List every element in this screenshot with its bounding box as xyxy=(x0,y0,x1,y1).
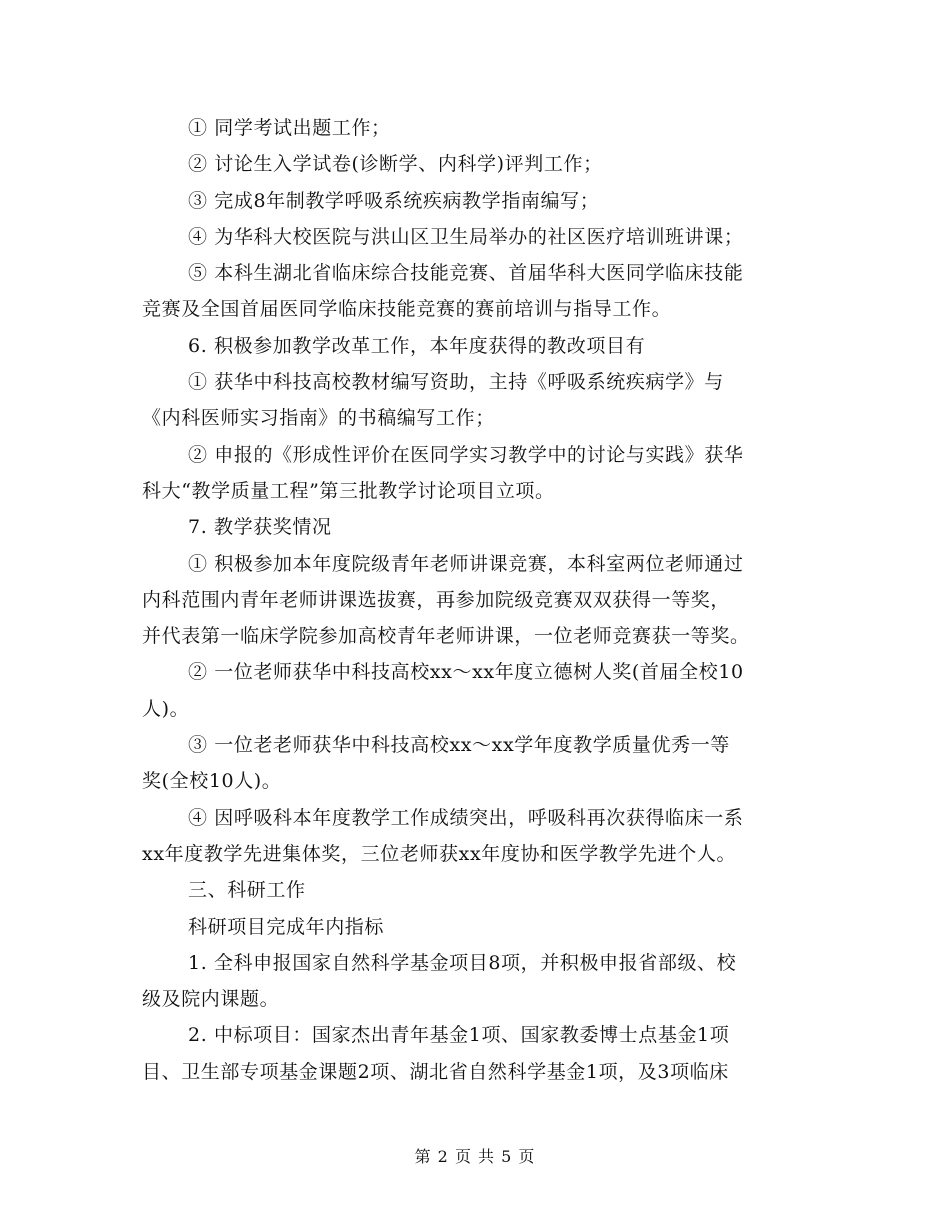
text-line: 并代表第一临床学院参加高校青年老师讲课，一位老师竞赛获一等奖。 xyxy=(142,625,750,648)
text-line: 级及院内课题。 xyxy=(142,988,280,1011)
document-body xyxy=(142,110,806,1090)
text-line: ② 讨论生入学试卷(诊断学、内科学)评判工作； xyxy=(188,153,603,176)
text-line: 三、科研工作 xyxy=(188,879,306,902)
text-line: 目、卫生部专项基金课题2项、湖北省自然科学基金1项，及3项临床 xyxy=(142,1060,729,1083)
text-line: 2. 中标项目：国家杰出青年基金1项、国家教委博士点基金1项 xyxy=(188,1024,730,1047)
text-line: ① 同学考试出题工作； xyxy=(188,117,391,139)
text-line: 科大“教学质量工程”第三批教学讨论项目立项。 xyxy=(142,479,555,502)
text-line: ③ 一位老老师获华中科技高校xx～xx学年度教学质量优秀一等 xyxy=(188,734,730,757)
text-line: 人)。 xyxy=(142,697,190,720)
text-line: ③ 完成8年制教学呼吸系统疾病教学指南编写； xyxy=(188,189,600,212)
text-line: ④ 为华科大校医院与洪山区卫生局举办的社区医疗培训班讲课； xyxy=(188,225,744,248)
text-line: ④ 因呼吸科本年度教学工作成绩突出，呼吸科再次获得临床一系 xyxy=(188,806,744,829)
text-line: 奖(全校10人)。 xyxy=(142,770,282,793)
text-line: xx年度教学先进集体奖，三位老师获xx年度协和医学教学先进个人。 xyxy=(142,842,737,865)
text-line: ① 获华中科技高校教材编写资助，主持《呼吸系统疾病学》与 xyxy=(188,371,724,394)
text-line: ① 积极参加本年度院级青年老师讲课竞赛，本科室两位老师通过 xyxy=(188,552,744,575)
text-line: 1. 全科申报国家自然科学基金项目8项，并积极申报省部级、校 xyxy=(188,951,737,974)
text-line: 内科范围内青年老师讲课选拔赛，再参加院级竞赛双双获得一等奖， xyxy=(142,588,731,611)
page-footer: 第 2 页 共 5 页 xyxy=(414,1147,536,1166)
text-line: ⑤ 本科生湖北省临床综合技能竞赛、首届华科大医同学临床技能 xyxy=(188,262,744,285)
text-line: 6. 积极参加教学改革工作，本年度获得的教改项目有 xyxy=(188,334,646,357)
text-line: 《内科医师实习指南》的书稿编写工作； xyxy=(142,407,495,430)
text-line: ② 申报的《形成性评价在医同学实习教学中的讨论与实践》获华 xyxy=(188,443,744,466)
text-line: 科研项目完成年内指标 xyxy=(188,915,385,938)
text-line: 7. 教学获奖情况 xyxy=(188,516,332,539)
text-line: ② 一位老师获华中科技高校xx～xx年度立德树人奖(首届全校10 xyxy=(188,661,744,684)
text-line: 竞赛及全国首届医同学临床技能竞赛的赛前培训与指导工作。 xyxy=(142,298,672,321)
